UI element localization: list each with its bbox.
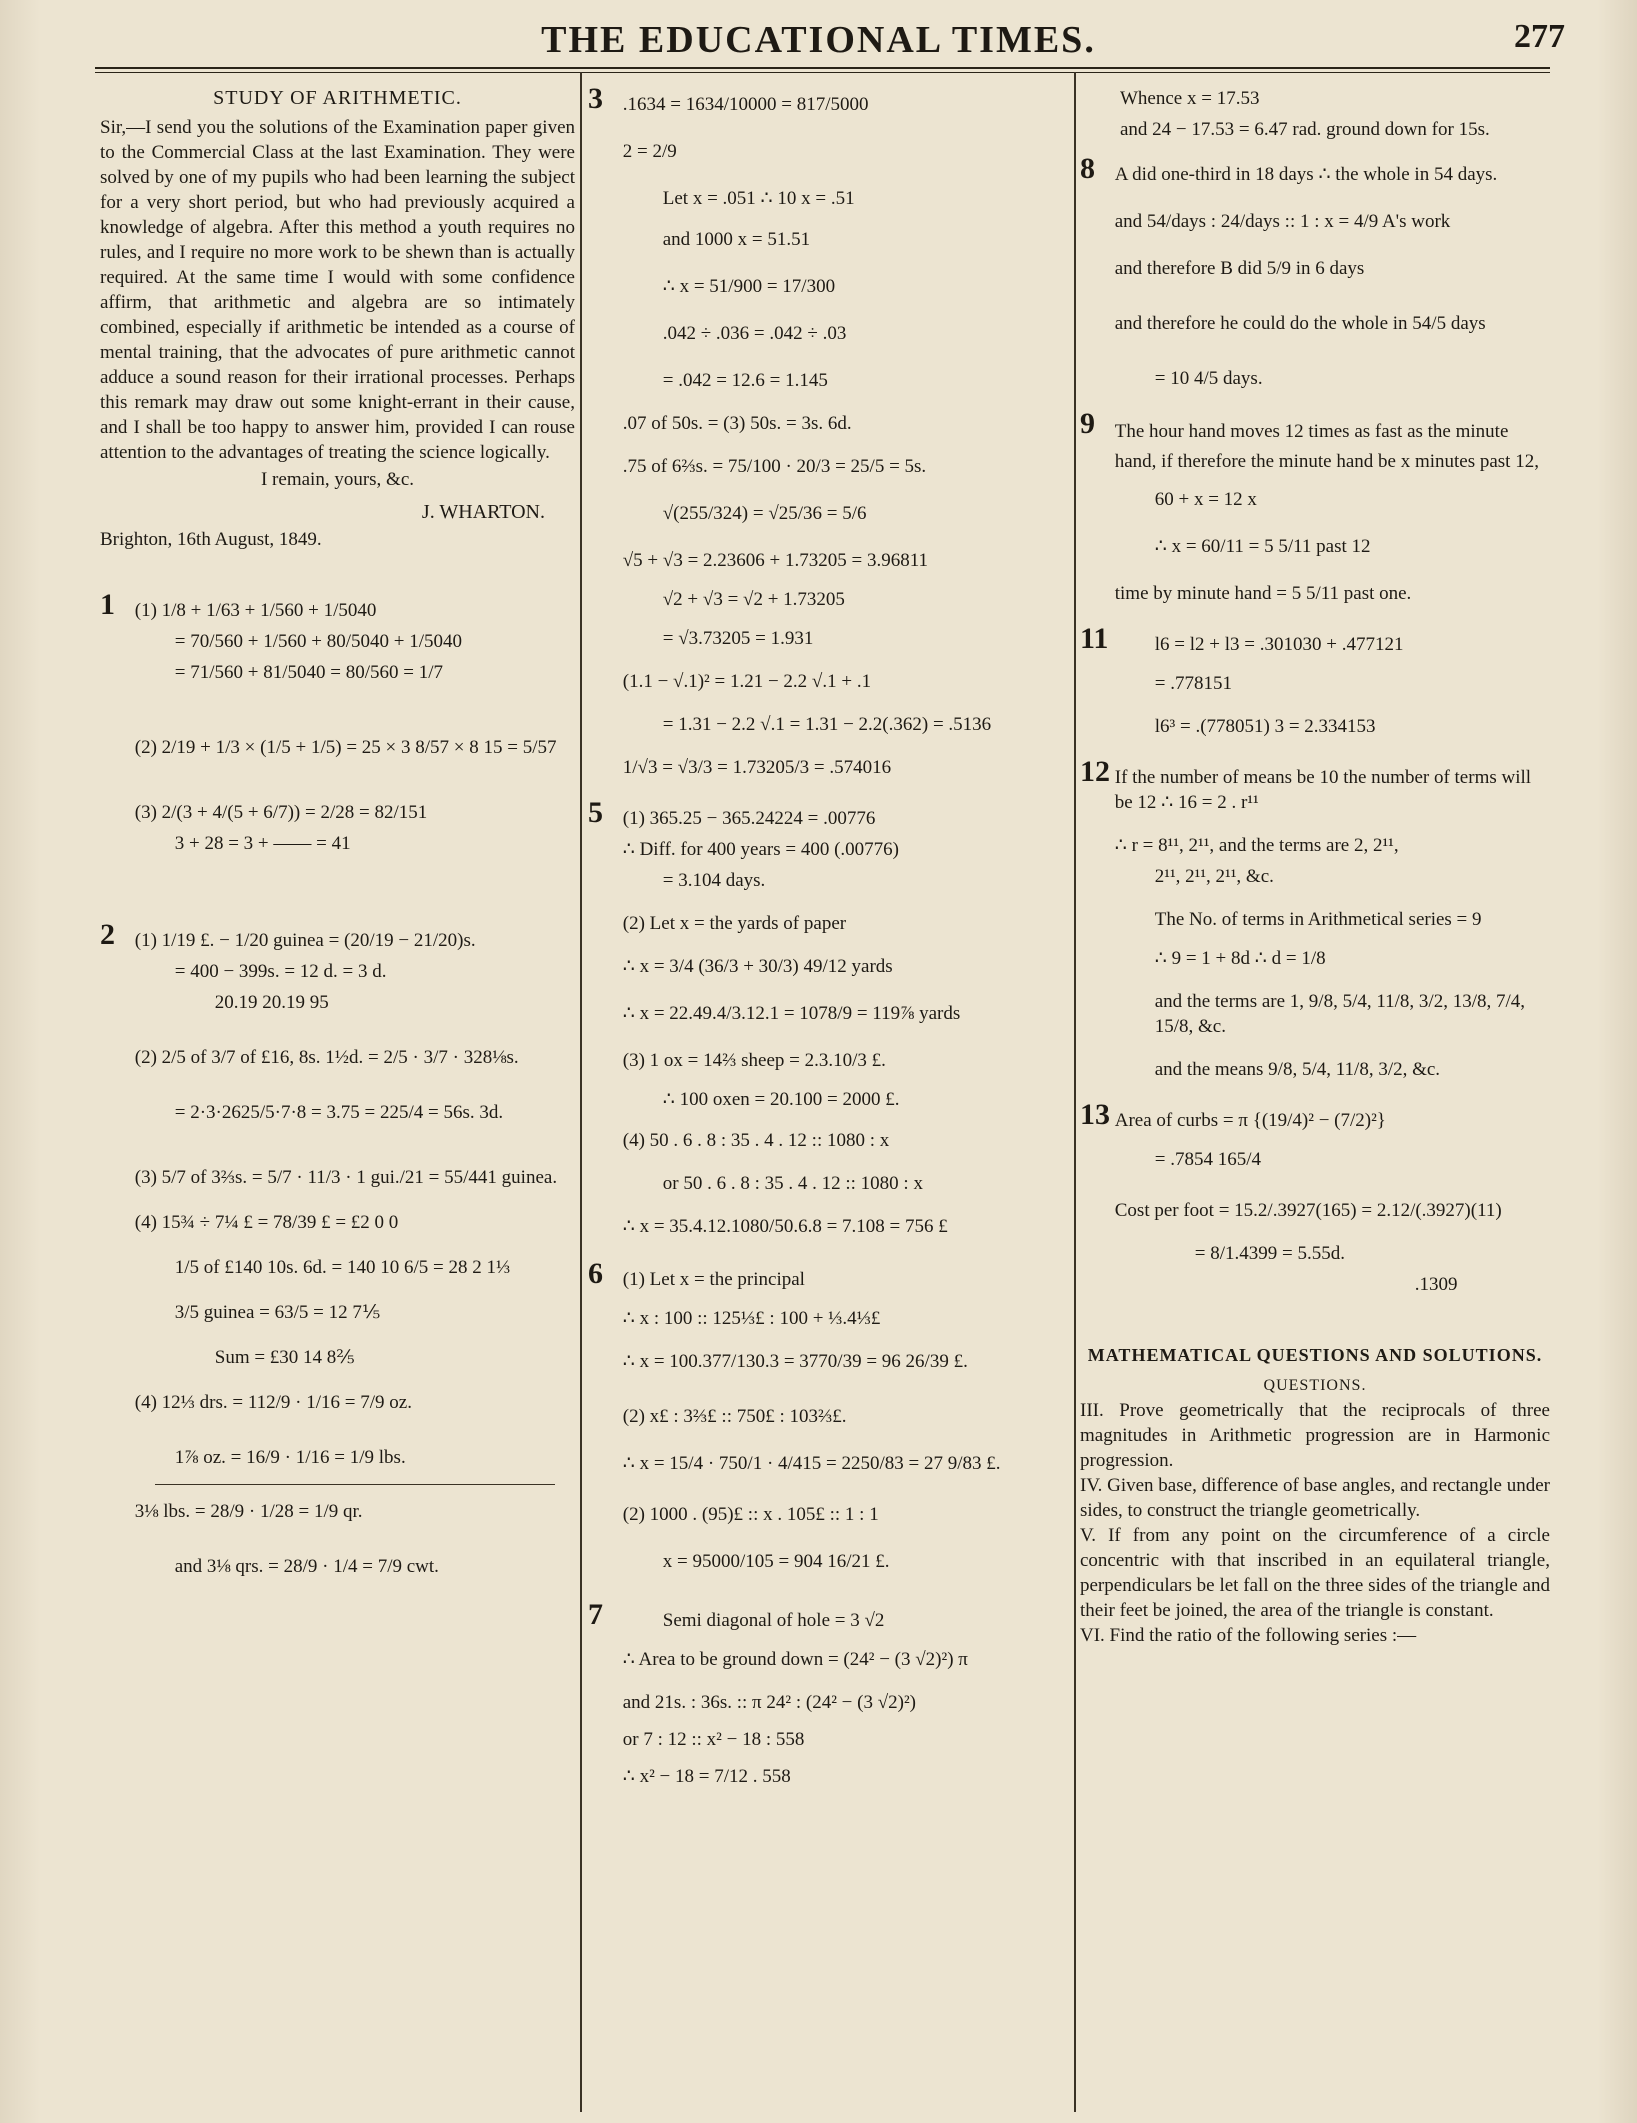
solution-line: .042 ÷ .036 = .042 ÷ .03	[662, 323, 847, 344]
solution-line: ∴ x² − 18 = 7/12 . 558	[622, 1766, 791, 1787]
problem-number: 9	[1080, 407, 1095, 440]
problem-3	[588, 82, 1066, 786]
solution-line: (2) 2/5 of 3/7 of £16, 8s. 1½d. = 2/5 · 3/7 · 328⅛s.	[134, 1047, 519, 1068]
solution-line: (4) 15¾ ÷ 7¼ £ = 78/39 £ = £2 0 0	[134, 1212, 399, 1233]
solution-line: (1.1 − √.1)² = 1.21 − 2.2 √.1 + .1	[622, 671, 872, 692]
solution-line: = 1.31 − 2.2 √.1 = 1.31 − 2.2(.362) = .5136	[662, 714, 992, 735]
problem-6	[588, 1257, 1066, 1580]
problem-number: 8	[1080, 152, 1095, 185]
solution-line: ∴ x = 3/4 (36/3 + 30/3) 49/12 yards	[622, 956, 893, 977]
solution-line: x = 95000/105 = 904 16/21 £.	[662, 1551, 890, 1572]
solution-line: ∴ 9 = 1 + 8d ∴ d = 1/8	[1154, 948, 1326, 969]
question-item: VI. Find the ratio of the following series :—	[1080, 1625, 1417, 1646]
problem-2	[100, 918, 575, 1585]
solution-line: 1⅞ oz. = 16/9 · 1/16 = 1/9 lbs.	[174, 1447, 406, 1468]
problem-number: 6	[588, 1257, 603, 1290]
column-1	[100, 80, 575, 1585]
solution-line: ∴ Area to be ground down = (24² − (3 √2)²) π	[622, 1649, 968, 1670]
problem-1	[100, 588, 575, 862]
solution-line: 2¹¹, 2¹¹, 2¹¹, &c.	[1154, 866, 1274, 887]
solution-line: = 70/560 + 1/560 + 80/5040 + 1/5040	[174, 631, 462, 652]
solution-line: and 21s. : 36s. :: π 24² : (24² − (3 √2)²)	[622, 1692, 916, 1713]
problem-number: 11	[1080, 622, 1109, 655]
question-item: V. If from any point on the circumference of a circle concentric with that inscribed in an equilateral triangle, perpendiculars be let fall on the three sides of the triangle and their feet be joined, the area of the triangle is constant.	[1080, 1525, 1550, 1621]
masthead-rule	[95, 67, 1550, 73]
solution-line: (2) x£ : 3⅔£ :: 750£ : 103⅔£.	[622, 1406, 847, 1427]
solution-line: = 2·3·2625/5·7·8 = 3.75 = 225/4 = 56s. 3d.	[174, 1102, 504, 1123]
solution-line: Sum = £30 14 8⅖	[214, 1347, 355, 1368]
solution-line: and 1000 x = 51.51	[662, 229, 811, 250]
solution-line: ∴ x = 15/4 · 750/1 · 4/415 = 2250/83 = 27 9/83 £.	[622, 1453, 1001, 1474]
column-divider-2	[1074, 72, 1076, 2112]
solution-line: (1) Let x = the principal	[622, 1269, 805, 1290]
problem-9	[1080, 407, 1550, 612]
problem-number: 5	[588, 796, 603, 829]
letter-heading: STUDY OF ARITHMETIC.	[213, 87, 462, 109]
solution-line: and the means 9/8, 5/4, 11/8, 3/2, &c.	[1154, 1059, 1441, 1080]
solution-line: 3⅛ lbs. = 28/9 · 1/28 = 1/9 qr.	[134, 1501, 363, 1522]
solution-line: (4) 12⅓ drs. = 112/9 · 1/16 = 7/9 oz.	[134, 1392, 412, 1413]
solution-line: (3) 2/(3 + 4/(5 + 6/7)) = 2/28 = 82/151	[134, 802, 428, 823]
solution-line: ∴ r = 8¹¹, 2¹¹, and the terms are 2, 2¹¹,	[1114, 835, 1399, 856]
solution-line: and therefore B did 5/9 in 6 days	[1114, 258, 1365, 279]
solution-line: √2 + √3 = √2 + 1.73205	[662, 589, 845, 610]
solution-line: l6 = l2 + l3 = .301030 + .477121	[1154, 634, 1404, 655]
solution-line: The hour hand moves 12 times as fast as the minute hand, if therefore the minute hand be x minutes past 12,	[1114, 421, 1539, 472]
solution-line: = .042 = 12.6 = 1.145	[662, 370, 828, 391]
solution-line: 20.19 20.19 95	[214, 992, 329, 1013]
problem-number: 12	[1080, 755, 1110, 788]
solution-line: (1) 1/19 £. − 1/20 guinea = (20/19 − 21/20)s.	[134, 930, 476, 951]
solution-line: (4) 50 . 6 . 8 : 35 . 4 . 12 :: 1080 : x	[622, 1130, 890, 1151]
problem-7	[588, 1598, 1066, 1795]
masthead	[0, 18, 1637, 61]
divider	[155, 1484, 555, 1485]
letter-closing: I remain, yours, &c.	[260, 469, 414, 490]
solution-line: ∴ x = 51/900 = 17/300	[662, 276, 836, 297]
solution-line: and the terms are 1, 9/8, 5/4, 11/8, 3/2, 13/8, 7/4, 15/8, &c.	[1154, 991, 1526, 1037]
letter-dateline: Brighton, 16th August, 1849.	[100, 529, 322, 550]
solution-line: A did one-third in 18 days ∴ the whole in 54 days.	[1114, 164, 1498, 185]
solution-line: ∴ x = 100.377/130.3 = 3770/39 = 96 26/39 £.	[622, 1351, 968, 1372]
solution-line: = 8/1.4399 = 5.55d.	[1194, 1243, 1345, 1264]
solution-line: = 71/560 + 81/5040 = 80/560 = 1/7	[174, 662, 443, 683]
solution-line: Let x = .051 ∴ 10 x = .51	[662, 188, 855, 209]
masthead-title: THE EDUCATIONAL TIMES.	[541, 19, 1096, 61]
solution-line: = 400 − 399s. = 12 d. = 3 d.	[174, 961, 387, 982]
solution-line: .1634 = 1634/10000 = 817/5000	[622, 94, 869, 115]
solution-line: 2 = 2/9	[622, 141, 677, 162]
solution-line: 60 + x = 12 x	[1154, 489, 1257, 510]
solution-line: If the number of means be 10 the number of terms will be 12 ∴ 16 = 2 . r¹¹	[1114, 767, 1532, 813]
problem-number: 1	[100, 588, 115, 621]
solution-line: (2) Let x = the yards of paper	[622, 913, 847, 934]
problem-11	[1080, 622, 1550, 745]
solution-line: The No. of terms in Arithmetical series = 9	[1154, 909, 1482, 930]
solution-line: (2) 1000 . (95)£ :: x . 105£ :: 1 : 1	[622, 1504, 879, 1525]
solution-line: ∴ x = 35.4.12.1080/50.6.8 = 7.108 = 756 £	[622, 1216, 948, 1237]
solution-line: (1) 1/8 + 1/63 + 1/560 + 1/5040	[134, 600, 377, 621]
problem-number: 13	[1080, 1098, 1110, 1131]
solution-line: time by minute hand = 5 5/11 past one.	[1114, 583, 1412, 604]
solution-line: (1) 365.25 − 365.24224 = .00776	[622, 808, 876, 829]
solution-line: ∴ x = 22.49.4/3.12.1 = 1078/9 = 119⅞ yards	[622, 1003, 961, 1024]
solution-line: = .778151	[1154, 673, 1232, 694]
solution-line: = √3.73205 = 1.931	[662, 628, 814, 649]
solution-line: ∴ Diff. for 400 years = 400 (.00776)	[622, 839, 900, 860]
solution-line: = .7854 165/4	[1154, 1149, 1261, 1170]
questions-list	[1080, 1398, 1550, 1648]
solution-line: ∴ x = 60/11 = 5 5/11 past 12	[1154, 536, 1371, 557]
page-number: 277	[1514, 18, 1565, 55]
solution-line: 3 + 28 = 3 + —— = 41	[174, 833, 351, 854]
solution-line: Area of curbs = π {(19/4)² − (7/2)²}	[1114, 1110, 1386, 1131]
letter-text: Sir,—I send you the solutions of the Examination paper given to the Commercial Class at the last Examination. They were solved by one of my pupils who had been learning the subject for a very short period, but who had previously acquired a knowledge of algebra. After this method a youth requires no rules, and I require no more work to be shewn than is actually required. At the same time I would with some confidence affirm, that arithmetic and algebra are so intimately combined, especially if arithmetic be intended as a course of mental training, that the advocates of pure arithmetic cannot adduce a sound reason for their irrational processes. Perhaps this remark may draw out some knight-errant in their cause, and I shall be too happy to answer him, provided I can rouse attention to the advantages of treating the science logically.	[100, 117, 575, 463]
solution-line: .07 of 50s. = (3) 50s. = 3s. 6d.	[622, 413, 852, 434]
solution-line: √(255/324) = √25/36 = 5/6	[662, 503, 867, 524]
problem-number: 2	[100, 918, 115, 951]
solution-line: 1/5 of £140 10s. 6d. = 140 10 6/5 = 28 2 1⅓	[174, 1257, 511, 1278]
column-2	[588, 80, 1066, 1795]
problem-number: 7	[588, 1598, 603, 1631]
solution-line: √5 + √3 = 2.23606 + 1.73205 = 3.96811	[622, 550, 929, 571]
solution-line: ∴ x : 100 :: 125⅓£ : 100 + ⅓.4⅓£	[622, 1308, 881, 1329]
solution-line: l6³ = .(778051) 3 = 2.334153	[1154, 716, 1376, 737]
problem-number: 3	[588, 82, 603, 115]
solution-line: Semi diagonal of hole = 3 √2	[662, 1610, 885, 1631]
solution-line: or 50 . 6 . 8 : 35 . 4 . 12 :: 1080 : x	[662, 1173, 923, 1194]
solution-line: or 7 : 12 :: x² − 18 : 558	[622, 1729, 805, 1750]
solution-line: and 54/days : 24/days :: 1 : x = 4/9 A's work	[1114, 211, 1451, 232]
solution-line: (2) 2/19 + 1/3 × (1/5 + 1/5) = 25 × 3 8/57 × 8 15 = 5/57	[134, 737, 557, 758]
solution-line: Cost per foot = 15.2/.3927(165) = 2.12/(.3927)(11)	[1114, 1200, 1502, 1221]
question-item: IV. Given base, difference of base angles, and rectangle under sides, to construct the triangle geometrically.	[1080, 1475, 1550, 1521]
solution-line: ∴ 100 oxen = 20.100 = 2000 £.	[662, 1089, 900, 1110]
problem-13	[1080, 1098, 1550, 1303]
column-divider-1	[580, 72, 582, 2112]
solution-line: and 3⅛ qrs. = 28/9 · 1/4 = 7/9 cwt.	[174, 1556, 439, 1577]
letter-signature: J. WHARTON.	[421, 501, 545, 523]
problem-8	[1080, 152, 1550, 397]
solution-line: .75 of 6⅔s. = 75/100 · 20/3 = 25/5 = 5s.	[622, 456, 927, 477]
solution-line: = 10 4/5 days.	[1154, 368, 1263, 389]
solution-line: Whence x = 17.53	[1120, 88, 1260, 109]
question-item: III. Prove geometrically that the reciprocals of three magnitudes in Arithmetic progression are in Harmonic progression.	[1080, 1400, 1550, 1471]
solution-line: .1309	[1414, 1274, 1458, 1295]
problem-5	[588, 796, 1066, 1245]
solution-line: 1/√3 = √3/3 = 1.73205/3 = .574016	[622, 757, 892, 778]
solution-line: and therefore he could do the whole in 54/5 days	[1114, 313, 1486, 334]
problem-7-continued	[1080, 86, 1550, 142]
section-heading: MATHEMATICAL QUESTIONS AND SOLUTIONS.	[1087, 1345, 1543, 1365]
solution-line: and 24 − 17.53 = 6.47 rad. ground down for 15s.	[1120, 119, 1490, 140]
solution-line: 3/5 guinea = 63/5 = 12 7⅕	[174, 1302, 381, 1323]
solution-line: (3) 1 ox = 14⅔ sheep = 2.3.10/3 £.	[622, 1050, 886, 1071]
questions-heading: QUESTIONS.	[1263, 1377, 1367, 1394]
problem-12	[1080, 755, 1550, 1088]
solution-line: = 3.104 days.	[662, 870, 766, 891]
solution-line: (3) 5/7 of 3⅔s. = 5/7 · 11/3 · 1 gui./21 = 55/441 guinea.	[134, 1167, 558, 1188]
column-3	[1080, 80, 1550, 1648]
letter-body	[100, 115, 575, 465]
